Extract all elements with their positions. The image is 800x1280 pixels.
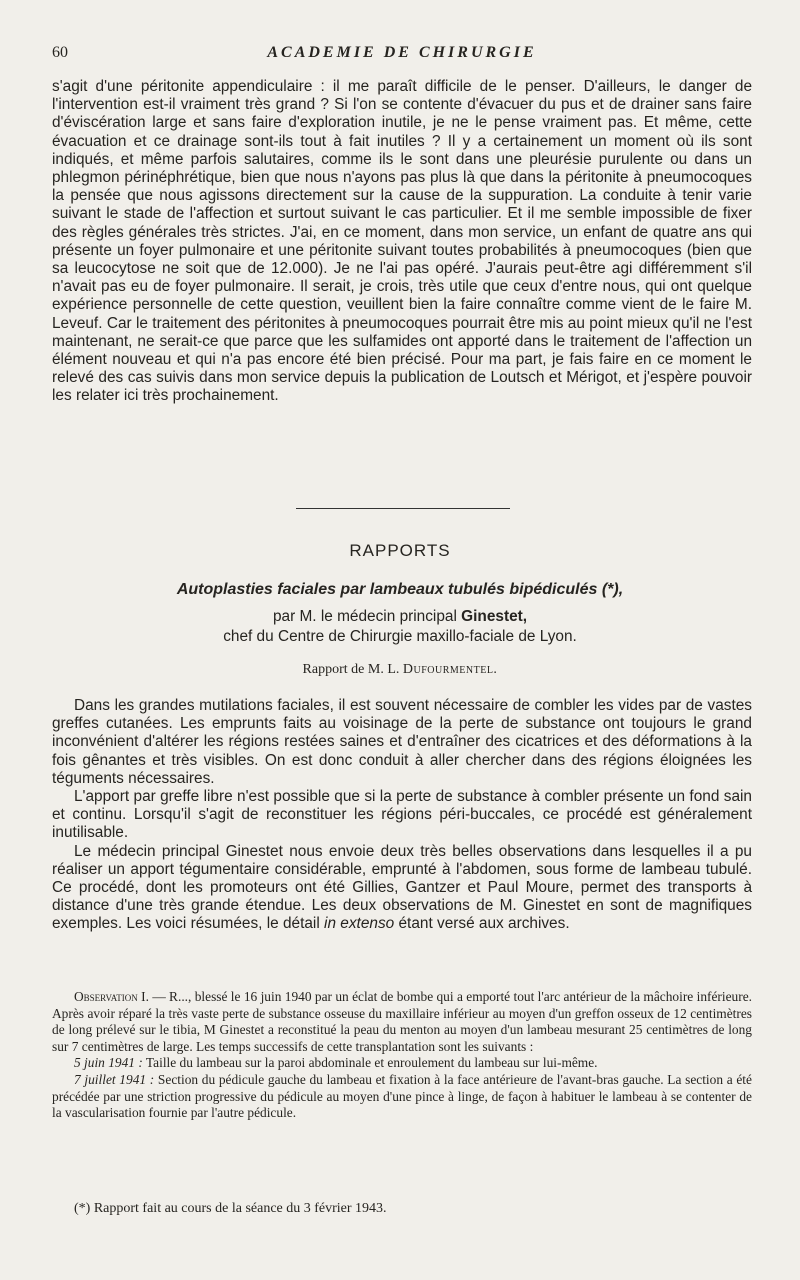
step-text: Section du pédicule gauche du lambeau et fixation à la face antérieure de l'avant-bras gauche. La section a été précédée par une striction progressive du pédicule au moyen d'une pince à linge, de façon à habituer le lambeau à se contenter de la vascularisation fournie par l'autre pédicule. (52, 1071, 752, 1121)
report-body (52, 697, 752, 934)
report-paragraph-text: étant versé aux archives. (398, 915, 570, 933)
observation-label: Observation I. (74, 989, 149, 1004)
step-text: Taille du lambeau sur la paroi abdominale et enroulement du lambeau sur lui-même. (145, 1055, 598, 1071)
reporter-name: Dufourmentel. (402, 662, 498, 677)
italic-phrase: in extenso (324, 915, 395, 933)
observation-intro-text: — R..., blessé le 16 juin 1940 par un éclat de bombe qui a emporté tout l'arc antérieur de la mâchoire inférieure. Après avoir réparé la très vaste perte de substance osseuse du maxillaire inférieur au moyen d'un greffon osseux de 12 centimètres de long prélevé sur le tibia, M Ginestet a reconstitué la peau du menton au moyen d'un lambeau mesurant 25 centimètres de long sur 7 centimètres de large. Les temps successifs de cette transplantation sont les suivants : (52, 989, 752, 1054)
report-paragraph: L'apport par greffe libre n'est possible que si la perte de substance à combler présente un fond sain et continu. Lorsqu'il s'agit de reconstituer les régions péri-buccales, ce procédé est généralement inutilisable. (52, 788, 752, 842)
observation-step (52, 1055, 752, 1072)
observation-step (52, 1072, 752, 1122)
observation-block (52, 989, 752, 1122)
page-header (52, 44, 752, 68)
running-title: ACADEMIE DE CHIRURGIE (267, 44, 537, 61)
continued-paragraph: s'agit d'une péritonite appendiculaire : il me paraît difficile de le penser. D'ailleurs, le danger de l'intervention est-il vraiment très grand ? Si l'on se contente d'évacuer du pus et de drainer sans faire d'éviscération large et sans faire d'exploration inutile, je ne le pense vraiment pas. Et même, cette évacuation et ce drainage sont-ils tout à fait inutiles ? Il y a certainement un moment où ils sont indiqués, et même parfois salutaires, comme ils le sont dans une pleurésie purulente ou dans un phlegmon périnéphrétique, bien que nous n'ayons pas plus là que dans la péritonite à pneumocoques la pensée que nous agissons directement sur la cause de la suppuration. La conduite à tenir varie suivant le stade de l'affection et surtout suivant le cas particulier. Et il me semble impossible de fixer des règles générales très strictes. J'ai, en ce moment, dans mon service, un enfant de quatre ans qui présente un foyer pulmonaire et une péritonite suivant toutes probabilités à pneumocoques (bien que sa leucocytose ne soit que de 12.000). Je ne l'ai pas opéré. J'aurais peut-être agi différemment s'il n'avait pas eu de foyer pulmonaire. Il serait, je crois, très utile que ceux d'entre nous, qui ont quelque expérience personnelle de cette question, veuillent bien la faire connaître comme vient de le faire M. Leveuf. Car le traitement des péritonites à pneumocoques pourrait être mis au point mieux qu'il ne l'est maintenant, ne serait-ce que parce que les sulfamides ont apporté dans le traitement de l'affection un élément nouveau et qui n'a pas encore été bien précisé. Pour ma part, je fais faire en ce moment le relevé des cas suivis dans mon service depuis la publication de Loutsch et Mérigot, et j'espère pouvoir les relater ici très prochainement. (52, 78, 752, 405)
byline-prefix: par M. le médecin principal (272, 608, 457, 625)
author-affiliation: chef du Centre de Chirurgie maxillo-faciale de Lyon. (223, 628, 577, 645)
reporter-prefix: Rapport de M. L. (302, 662, 400, 677)
reporter-line (0, 662, 800, 678)
observation-intro (52, 989, 752, 1055)
step-date: 7 juillet 1941 : (74, 1071, 155, 1087)
footnote: (*) Rapport fait au cours de la séance du 3 février 1943. (74, 1201, 387, 1216)
author-name: Ginestet, (461, 608, 528, 625)
section-divider (296, 508, 510, 509)
report-paragraph-text: Le médecin principal Ginestet nous envoie deux très belles observations dans lesquelles il a pu réaliser un apport tégumentaire considérable, emprunté à l'abdomen, sous forme de lambeau tubulé. Ce procédé, dont les promoteurs ont été Gillies, Gantzer et Paul Moure, permet des transports à distance d'une très grande étendue. Les deux observations de M. Ginestet en sont de magnifiques exemples. Les voici résumées, le détail (52, 842, 752, 933)
article-byline (0, 607, 800, 647)
report-paragraph (52, 843, 752, 934)
step-date: 5 juin 1941 : (74, 1055, 143, 1071)
section-heading: RAPPORTS (349, 541, 451, 560)
article-title: Autoplasties faciales par lambeaux tubulés bipédiculés (*), (176, 581, 624, 598)
report-paragraph: Dans les grandes mutilations faciales, il est souvent nécessaire de combler les vides par de vastes greffes cutanées. Les emprunts faits au voisinage de la perte de substance ont toujours le grand inconvénient d'altérer les régions restées saines et d'entraîner des cicatrices et des déformations à la fois gênantes et très visibles. On est donc conduit à aller chercher dans des régions éloignées les téguments nécessaires. (52, 697, 752, 787)
page-number: 60 (52, 44, 68, 61)
